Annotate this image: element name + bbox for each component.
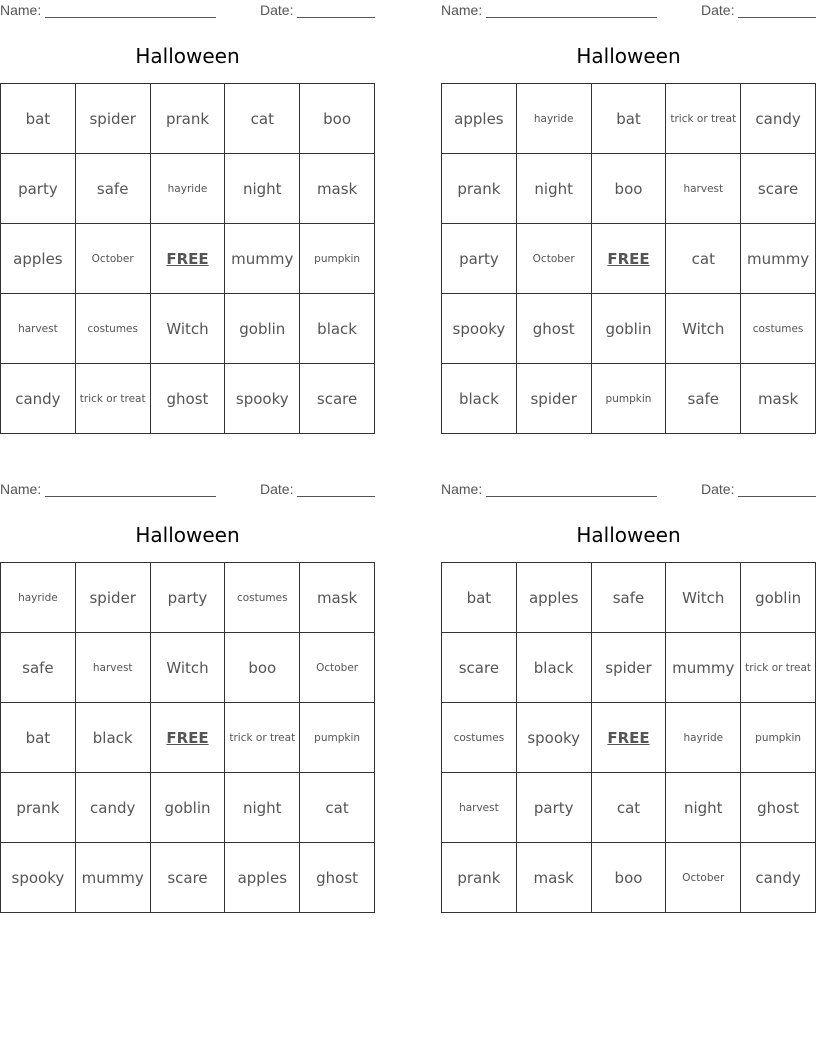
free-space-cell: FREE bbox=[592, 703, 667, 773]
bingo-cell: night bbox=[225, 773, 300, 843]
name-label: Name: bbox=[441, 481, 483, 497]
name-line bbox=[45, 3, 216, 18]
bingo-cell: candy bbox=[1, 364, 76, 434]
name-line bbox=[486, 3, 657, 18]
card-header bbox=[0, 479, 375, 501]
bingo-cell: mummy bbox=[225, 224, 300, 294]
date-label: Date: bbox=[701, 2, 735, 18]
bingo-grid bbox=[441, 83, 816, 434]
bingo-cell: hayride bbox=[151, 154, 226, 224]
bingo-cell: October bbox=[666, 843, 741, 913]
bingo-cell: costumes bbox=[741, 294, 816, 364]
bingo-cell: black bbox=[517, 633, 592, 703]
bingo-cell: night bbox=[225, 154, 300, 224]
bingo-cell: prank bbox=[151, 84, 226, 154]
bingo-cell: ghost bbox=[741, 773, 816, 843]
bingo-cell: spider bbox=[517, 364, 592, 434]
bingo-cell: safe bbox=[592, 563, 667, 633]
free-space-cell: FREE bbox=[151, 703, 226, 773]
date-field bbox=[260, 481, 375, 497]
bingo-cell: spider bbox=[76, 563, 151, 633]
card-title: Halloween bbox=[135, 44, 240, 68]
card-header bbox=[0, 0, 375, 22]
bingo-cell: October bbox=[517, 224, 592, 294]
bingo-cell: trick or treat bbox=[76, 364, 151, 434]
card-title: Halloween bbox=[576, 523, 681, 547]
date-line bbox=[297, 3, 375, 18]
bingo-cell: prank bbox=[1, 773, 76, 843]
name-field bbox=[441, 481, 657, 497]
bingo-cell: candy bbox=[741, 84, 816, 154]
date-label: Date: bbox=[260, 2, 294, 18]
card-title: Halloween bbox=[135, 523, 240, 547]
bingo-cell: candy bbox=[76, 773, 151, 843]
bingo-cell: candy bbox=[741, 843, 816, 913]
date-field bbox=[701, 2, 816, 18]
bingo-cell: boo bbox=[225, 633, 300, 703]
bingo-cell: scare bbox=[151, 843, 226, 913]
bingo-cell: bat bbox=[1, 703, 76, 773]
bingo-cell: October bbox=[300, 633, 375, 703]
date-field bbox=[701, 481, 816, 497]
name-label: Name: bbox=[0, 481, 42, 497]
bingo-cell: apples bbox=[517, 563, 592, 633]
bingo-cell: Witch bbox=[666, 294, 741, 364]
bingo-cell: trick or treat bbox=[666, 84, 741, 154]
bingo-cell: hayride bbox=[517, 84, 592, 154]
bingo-cell: spider bbox=[76, 84, 151, 154]
bingo-cell: harvest bbox=[442, 773, 517, 843]
bingo-cell: bat bbox=[1, 84, 76, 154]
bingo-cell: costumes bbox=[442, 703, 517, 773]
bingo-cell: hayride bbox=[666, 703, 741, 773]
name-field bbox=[0, 481, 216, 497]
bingo-cell: pumpkin bbox=[592, 364, 667, 434]
bingo-cell: scare bbox=[741, 154, 816, 224]
bingo-cell: October bbox=[76, 224, 151, 294]
name-field bbox=[441, 2, 657, 18]
bingo-grid bbox=[441, 562, 816, 913]
card-header bbox=[441, 479, 816, 501]
bingo-cell: harvest bbox=[666, 154, 741, 224]
date-label: Date: bbox=[260, 481, 294, 497]
bingo-cell: spider bbox=[592, 633, 667, 703]
bingo-cell: Witch bbox=[666, 563, 741, 633]
card-header bbox=[441, 0, 816, 22]
bingo-cell: spooky bbox=[442, 294, 517, 364]
bingo-cell: mask bbox=[517, 843, 592, 913]
bingo-cell: prank bbox=[442, 843, 517, 913]
bingo-cell: safe bbox=[76, 154, 151, 224]
bingo-cell: party bbox=[1, 154, 76, 224]
bingo-cell: goblin bbox=[592, 294, 667, 364]
bingo-cell: Witch bbox=[151, 294, 226, 364]
bingo-cell: party bbox=[151, 563, 226, 633]
bingo-cell: scare bbox=[300, 364, 375, 434]
bingo-cell: prank bbox=[442, 154, 517, 224]
date-label: Date: bbox=[701, 481, 735, 497]
bingo-cell: boo bbox=[592, 154, 667, 224]
name-label: Name: bbox=[0, 2, 42, 18]
bingo-cell: spooky bbox=[517, 703, 592, 773]
bingo-cell: pumpkin bbox=[741, 703, 816, 773]
bingo-grid bbox=[0, 83, 375, 434]
name-line bbox=[486, 482, 657, 497]
name-line bbox=[45, 482, 216, 497]
bingo-cell: hayride bbox=[1, 563, 76, 633]
bingo-cell: cat bbox=[225, 84, 300, 154]
card-title: Halloween bbox=[576, 44, 681, 68]
date-line bbox=[738, 3, 816, 18]
bingo-cell: scare bbox=[442, 633, 517, 703]
bingo-cell: goblin bbox=[741, 563, 816, 633]
bingo-card bbox=[0, 0, 375, 408]
date-line bbox=[738, 482, 816, 497]
bingo-cell: trick or treat bbox=[225, 703, 300, 773]
bingo-cell: goblin bbox=[225, 294, 300, 364]
bingo-cell: safe bbox=[1, 633, 76, 703]
bingo-cell: spooky bbox=[225, 364, 300, 434]
name-field bbox=[0, 2, 216, 18]
bingo-cell: apples bbox=[1, 224, 76, 294]
bingo-card bbox=[441, 0, 816, 408]
bingo-cell: cat bbox=[592, 773, 667, 843]
bingo-cell: cat bbox=[666, 224, 741, 294]
date-line bbox=[297, 482, 375, 497]
free-space-cell: FREE bbox=[592, 224, 667, 294]
bingo-cell: party bbox=[517, 773, 592, 843]
bingo-cell: cat bbox=[300, 773, 375, 843]
bingo-card bbox=[441, 479, 816, 887]
bingo-cell: costumes bbox=[76, 294, 151, 364]
bingo-cell: harvest bbox=[1, 294, 76, 364]
bingo-cell: mummy bbox=[76, 843, 151, 913]
bingo-cell: party bbox=[442, 224, 517, 294]
bingo-cell: mask bbox=[741, 364, 816, 434]
bingo-cell: mask bbox=[300, 563, 375, 633]
bingo-cell: ghost bbox=[517, 294, 592, 364]
bingo-cell: spooky bbox=[1, 843, 76, 913]
bingo-cell: ghost bbox=[300, 843, 375, 913]
bingo-cell: black bbox=[300, 294, 375, 364]
bingo-cell: black bbox=[76, 703, 151, 773]
bingo-cell: harvest bbox=[76, 633, 151, 703]
bingo-cell: bat bbox=[592, 84, 667, 154]
bingo-cell: mummy bbox=[741, 224, 816, 294]
bingo-cell: goblin bbox=[151, 773, 226, 843]
bingo-cell: costumes bbox=[225, 563, 300, 633]
date-field bbox=[260, 2, 375, 18]
bingo-cell: bat bbox=[442, 563, 517, 633]
bingo-card bbox=[0, 479, 375, 887]
bingo-cell: apples bbox=[225, 843, 300, 913]
bingo-cell: night bbox=[517, 154, 592, 224]
bingo-cell: mummy bbox=[666, 633, 741, 703]
bingo-cell: pumpkin bbox=[300, 703, 375, 773]
bingo-cell: pumpkin bbox=[300, 224, 375, 294]
bingo-grid bbox=[0, 562, 375, 913]
bingo-cell: mask bbox=[300, 154, 375, 224]
bingo-cell: boo bbox=[300, 84, 375, 154]
name-label: Name: bbox=[441, 2, 483, 18]
bingo-cell: Witch bbox=[151, 633, 226, 703]
bingo-cell: black bbox=[442, 364, 517, 434]
bingo-cell: safe bbox=[666, 364, 741, 434]
bingo-cell: apples bbox=[442, 84, 517, 154]
bingo-cell: trick or treat bbox=[741, 633, 816, 703]
bingo-cell: ghost bbox=[151, 364, 226, 434]
bingo-cell: boo bbox=[592, 843, 667, 913]
bingo-cell: night bbox=[666, 773, 741, 843]
free-space-cell: FREE bbox=[151, 224, 226, 294]
